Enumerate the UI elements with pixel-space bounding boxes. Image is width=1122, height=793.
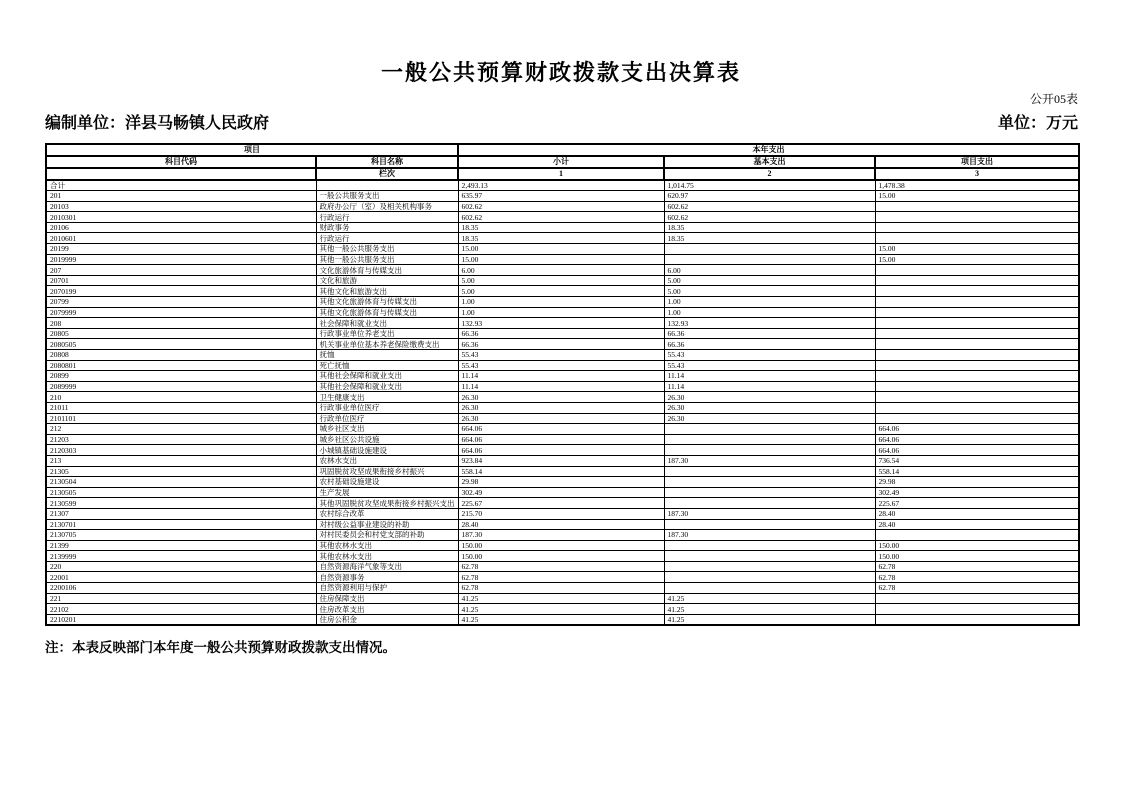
- cell-subtotal: 18.35: [458, 233, 664, 244]
- cell-basic: 26.30: [664, 402, 875, 413]
- cell-name: 农村基础设施建设: [316, 477, 458, 488]
- cell-subtotal: 11.14: [458, 381, 664, 392]
- cell-basic: [664, 540, 875, 551]
- table-row: [46, 307, 1079, 318]
- prepare-unit-label: 编制单位：洋县马畅镇人民政府: [45, 115, 270, 132]
- cell-name: 文化和旅游: [316, 275, 458, 286]
- cell-name: 机关事业单位基本养老保险缴费支出: [316, 339, 458, 350]
- cell-name: 住房改革支出: [316, 604, 458, 615]
- cell-project: 558.14: [875, 466, 1079, 477]
- cell-subtotal: 41.25: [458, 614, 664, 625]
- cell-basic: 26.30: [664, 413, 875, 424]
- header-name: 科目名称: [316, 156, 458, 168]
- cell-project: 150.00: [875, 540, 1079, 551]
- table-row: [46, 286, 1079, 297]
- cell-code: 2120303: [46, 445, 316, 456]
- cell-code: 2010301: [46, 212, 316, 223]
- table-row: [46, 551, 1079, 562]
- cell-basic: [664, 551, 875, 562]
- cell-subtotal: 664.06: [458, 434, 664, 445]
- cell-subtotal: 5.00: [458, 275, 664, 286]
- cell-code: 20899: [46, 371, 316, 382]
- cell-subtotal: 62.78: [458, 572, 664, 583]
- table-row: [46, 604, 1079, 615]
- cell-project: 62.78: [875, 561, 1079, 572]
- cell-basic: 66.36: [664, 328, 875, 339]
- cell-subtotal: 66.36: [458, 339, 664, 350]
- table-row: [46, 519, 1079, 530]
- header-blank-cell: [46, 168, 316, 180]
- cell-basic: 5.00: [664, 275, 875, 286]
- cell-code: 20805: [46, 328, 316, 339]
- header-subtotal: 小计: [458, 156, 664, 168]
- cell-subtotal: 664.06: [458, 445, 664, 456]
- table-row: [46, 445, 1079, 456]
- cell-code: 21399: [46, 540, 316, 551]
- table-row: [46, 583, 1079, 594]
- table-row: [46, 540, 1079, 551]
- cell-name: 行政运行: [316, 212, 458, 223]
- cell-code: 2139999: [46, 551, 316, 562]
- cell-subtotal: 26.30: [458, 402, 664, 413]
- cell-subtotal: 55.43: [458, 350, 664, 361]
- cell-code: 20799: [46, 297, 316, 308]
- cell-basic: 18.35: [664, 222, 875, 233]
- cell-project: 1,478.38: [875, 180, 1079, 191]
- cell-basic: 132.93: [664, 318, 875, 329]
- table-row: [46, 371, 1079, 382]
- cell-name: 其他巩固脱贫攻坚成果衔接乡村振兴支出: [316, 498, 458, 509]
- unit-label: 单位：万元: [997, 115, 1078, 132]
- cell-name: 抚恤: [316, 350, 458, 361]
- expenditure-table: [45, 143, 1080, 626]
- cell-subtotal: 41.25: [458, 604, 664, 615]
- cell-project: 225.67: [875, 498, 1079, 509]
- footer-note: 注：本表反映部门本年度一般公共预算财政拨款支出情况。: [45, 640, 396, 655]
- cell-name: 社会保障和就业支出: [316, 318, 458, 329]
- table-row: [46, 318, 1079, 329]
- cell-project: [875, 360, 1079, 371]
- header-colnum-3: 3: [875, 168, 1079, 180]
- cell-basic: 620.97: [664, 191, 875, 202]
- cell-name: 文化旅游体育与传媒支出: [316, 265, 458, 276]
- table-row: [46, 381, 1079, 392]
- cell-code: 2010601: [46, 233, 316, 244]
- cell-basic: [664, 498, 875, 509]
- table-row: [46, 339, 1079, 350]
- cell-name: 行政运行: [316, 233, 458, 244]
- table-row: [46, 477, 1079, 488]
- table-row: [46, 413, 1079, 424]
- cell-name: 自然资源事务: [316, 572, 458, 583]
- cell-basic: 41.25: [664, 604, 875, 615]
- cell-basic: 187.30: [664, 508, 875, 519]
- cell-basic: 1.00: [664, 297, 875, 308]
- table-row: [46, 212, 1079, 223]
- cell-project: [875, 222, 1079, 233]
- header-colnum-1: 1: [458, 168, 664, 180]
- cell-code: 2079999: [46, 307, 316, 318]
- cell-code: 2130701: [46, 519, 316, 530]
- cell-project: 29.98: [875, 477, 1079, 488]
- page-title: 一般公共预算财政拨款支出决算表: [380, 60, 741, 85]
- cell-project: [875, 286, 1079, 297]
- cell-project: 736.54: [875, 455, 1079, 466]
- cell-code: 2200106: [46, 583, 316, 594]
- cell-basic: [664, 477, 875, 488]
- table-row: [46, 201, 1079, 212]
- header-project: 项目支出: [875, 156, 1079, 168]
- cell-name: 小城镇基础设施建设: [316, 445, 458, 456]
- cell-subtotal: 1.00: [458, 307, 664, 318]
- cell-subtotal: 55.43: [458, 360, 664, 371]
- cell-code: 221: [46, 593, 316, 604]
- table-row: [46, 508, 1079, 519]
- cell-name: 其他一般公共服务支出: [316, 254, 458, 265]
- table-row: [46, 572, 1079, 583]
- table-header: [46, 144, 1079, 180]
- cell-subtotal: 62.78: [458, 561, 664, 572]
- cell-name: 对村级公益事业建设的补助: [316, 519, 458, 530]
- cell-code: 合计: [46, 180, 316, 191]
- table-row: [46, 402, 1079, 413]
- cell-name: 一般公共服务支出: [316, 191, 458, 202]
- table-row: [46, 466, 1079, 477]
- cell-project: [875, 530, 1079, 541]
- cell-project: 15.00: [875, 191, 1079, 202]
- cell-project: 664.06: [875, 434, 1079, 445]
- cell-basic: 41.25: [664, 614, 875, 625]
- cell-code: 208: [46, 318, 316, 329]
- cell-basic: 11.14: [664, 371, 875, 382]
- cell-name: 住房保障支出: [316, 593, 458, 604]
- cell-project: [875, 212, 1079, 223]
- cell-name: 自然资源海洋气象等支出: [316, 561, 458, 572]
- cell-subtotal: 15.00: [458, 244, 664, 255]
- cell-project: [875, 297, 1079, 308]
- cell-code: 2130599: [46, 498, 316, 509]
- table-row: [46, 275, 1079, 286]
- cell-code: 21307: [46, 508, 316, 519]
- cell-project: [875, 307, 1079, 318]
- cell-name: 农村综合改革: [316, 508, 458, 519]
- header-basic: 基本支出: [664, 156, 875, 168]
- cell-project: 28.40: [875, 519, 1079, 530]
- cell-code: 207: [46, 265, 316, 276]
- cell-name: 其他文化和旅游支出: [316, 286, 458, 297]
- table-row: [46, 392, 1079, 403]
- cell-project: [875, 392, 1079, 403]
- cell-project: [875, 402, 1079, 413]
- cell-subtotal: 602.62: [458, 212, 664, 223]
- table-row: [46, 222, 1079, 233]
- cell-subtotal: 132.93: [458, 318, 664, 329]
- cell-subtotal: 1.00: [458, 297, 664, 308]
- header-row-columns: [46, 156, 1079, 168]
- table-row: [46, 328, 1079, 339]
- cell-subtotal: 187.30: [458, 530, 664, 541]
- table-row: [46, 487, 1079, 498]
- cell-basic: 55.43: [664, 360, 875, 371]
- cell-name: 财政事务: [316, 222, 458, 233]
- cell-code: 21305: [46, 466, 316, 477]
- table-row: [46, 191, 1079, 202]
- cell-basic: 18.35: [664, 233, 875, 244]
- cell-code: 213: [46, 455, 316, 466]
- cell-basic: [664, 466, 875, 477]
- table-row: [46, 254, 1079, 265]
- table-row: [46, 360, 1079, 371]
- cell-code: 2130505: [46, 487, 316, 498]
- table-row: [46, 455, 1079, 466]
- cell-code: 22001: [46, 572, 316, 583]
- cell-basic: [664, 487, 875, 498]
- cell-name: 生产发展: [316, 487, 458, 498]
- cell-subtotal: 558.14: [458, 466, 664, 477]
- cell-name: 农林水支出: [316, 455, 458, 466]
- cell-code: 2130705: [46, 530, 316, 541]
- cell-basic: 5.00: [664, 286, 875, 297]
- cell-basic: 66.36: [664, 339, 875, 350]
- cell-code: 20103: [46, 201, 316, 212]
- cell-subtotal: 29.98: [458, 477, 664, 488]
- cell-subtotal: 6.00: [458, 265, 664, 276]
- cell-subtotal: 18.35: [458, 222, 664, 233]
- cell-subtotal: 923.84: [458, 455, 664, 466]
- cell-basic: 602.62: [664, 201, 875, 212]
- cell-code: 201: [46, 191, 316, 202]
- cell-project: 62.78: [875, 572, 1079, 583]
- cell-project: 664.06: [875, 424, 1079, 435]
- table-row: [46, 530, 1079, 541]
- cell-project: [875, 328, 1079, 339]
- cell-subtotal: 26.30: [458, 392, 664, 403]
- cell-project: [875, 265, 1079, 276]
- cell-basic: [664, 561, 875, 572]
- cell-name: 其他文化旅游体育与传媒支出: [316, 307, 458, 318]
- cell-name: [316, 180, 458, 191]
- cell-code: 21011: [46, 402, 316, 413]
- table-row: [46, 297, 1079, 308]
- cell-project: [875, 318, 1079, 329]
- cell-project: 664.06: [875, 445, 1079, 456]
- cell-basic: 187.30: [664, 530, 875, 541]
- cell-code: 20808: [46, 350, 316, 361]
- cell-code: 2070199: [46, 286, 316, 297]
- cell-project: [875, 339, 1079, 350]
- cell-project: [875, 381, 1079, 392]
- cell-name: 其他社会保障和就业支出: [316, 371, 458, 382]
- cell-subtotal: 635.97: [458, 191, 664, 202]
- cell-project: [875, 201, 1079, 212]
- cell-subtotal: 664.06: [458, 424, 664, 435]
- cell-basic: [664, 519, 875, 530]
- cell-name: 住房公积金: [316, 614, 458, 625]
- cell-code: 2130504: [46, 477, 316, 488]
- table-row: [46, 593, 1079, 604]
- header-column-label: 栏次: [316, 168, 458, 180]
- cell-code: 210: [46, 392, 316, 403]
- table-row: [46, 180, 1079, 191]
- cell-project: 150.00: [875, 551, 1079, 562]
- cell-basic: [664, 583, 875, 594]
- cell-code: 20701: [46, 275, 316, 286]
- cell-project: 28.40: [875, 508, 1079, 519]
- table-row: [46, 614, 1079, 625]
- header-current-year-group: 本年支出: [458, 144, 1079, 156]
- cell-basic: 11.14: [664, 381, 875, 392]
- cell-subtotal: 41.25: [458, 593, 664, 604]
- header-row-groups: [46, 144, 1079, 156]
- cell-subtotal: 66.36: [458, 328, 664, 339]
- cell-subtotal: 602.62: [458, 201, 664, 212]
- cell-subtotal: 15.00: [458, 254, 664, 265]
- cell-name: 对村民委员会和村党支部的补助: [316, 530, 458, 541]
- cell-name: 行政事业单位医疗: [316, 402, 458, 413]
- table-row: [46, 561, 1079, 572]
- table-row: [46, 434, 1079, 445]
- cell-subtotal: 26.30: [458, 413, 664, 424]
- cell-subtotal: 150.00: [458, 551, 664, 562]
- table-row: [46, 350, 1079, 361]
- cell-project: [875, 604, 1079, 615]
- cell-code: 20106: [46, 222, 316, 233]
- cell-basic: 26.30: [664, 392, 875, 403]
- cell-project: 62.78: [875, 583, 1079, 594]
- cell-code: 212: [46, 424, 316, 435]
- header-project-group: 项目: [46, 144, 458, 156]
- cell-name: 巩固脱贫攻坚成果衔接乡村振兴: [316, 466, 458, 477]
- cell-name: 政府办公厅（室）及相关机构事务: [316, 201, 458, 212]
- header-row-numbers: [46, 168, 1079, 180]
- cell-project: 15.00: [875, 254, 1079, 265]
- cell-project: 302.49: [875, 487, 1079, 498]
- cell-basic: 602.62: [664, 212, 875, 223]
- cell-project: [875, 233, 1079, 244]
- cell-name: 死亡抚恤: [316, 360, 458, 371]
- cell-basic: [664, 254, 875, 265]
- cell-subtotal: 215.70: [458, 508, 664, 519]
- cell-project: [875, 371, 1079, 382]
- cell-name: 卫生健康支出: [316, 392, 458, 403]
- cell-code: 2210201: [46, 614, 316, 625]
- cell-basic: [664, 244, 875, 255]
- table-row: [46, 265, 1079, 276]
- cell-name: 自然资源利用与保护: [316, 583, 458, 594]
- cell-subtotal: 2,493.13: [458, 180, 664, 191]
- cell-basic: [664, 445, 875, 456]
- cell-project: [875, 413, 1079, 424]
- cell-name: 城乡社区支出: [316, 424, 458, 435]
- cell-basic: 6.00: [664, 265, 875, 276]
- cell-project: [875, 593, 1079, 604]
- cell-basic: 187.30: [664, 455, 875, 466]
- cell-name: 城乡社区公共设施: [316, 434, 458, 445]
- cell-name: 行政单位医疗: [316, 413, 458, 424]
- cell-project: 15.00: [875, 244, 1079, 255]
- table-row: [46, 244, 1079, 255]
- cell-basic: 1.00: [664, 307, 875, 318]
- cell-subtotal: 28.40: [458, 519, 664, 530]
- cell-code: 22102: [46, 604, 316, 615]
- table-row: [46, 498, 1079, 509]
- cell-subtotal: 302.49: [458, 487, 664, 498]
- cell-code: 21203: [46, 434, 316, 445]
- table-code-label: 公开05表: [1029, 92, 1078, 106]
- cell-basic: [664, 434, 875, 445]
- cell-project: [875, 275, 1079, 286]
- cell-subtotal: 11.14: [458, 371, 664, 382]
- table-body: [46, 180, 1079, 625]
- cell-name: 其他文化旅游体育与传媒支出: [316, 297, 458, 308]
- cell-subtotal: 150.00: [458, 540, 664, 551]
- cell-code: 2019999: [46, 254, 316, 265]
- cell-code: 220: [46, 561, 316, 572]
- cell-name: 其他农林水支出: [316, 551, 458, 562]
- cell-basic: 55.43: [664, 350, 875, 361]
- cell-name: 其他社会保障和就业支出: [316, 381, 458, 392]
- cell-basic: [664, 424, 875, 435]
- cell-basic: 1,014.75: [664, 180, 875, 191]
- header-code: 科目代码: [46, 156, 316, 168]
- cell-subtotal: 225.67: [458, 498, 664, 509]
- header-colnum-2: 2: [664, 168, 875, 180]
- cell-project: [875, 350, 1079, 361]
- cell-subtotal: 5.00: [458, 286, 664, 297]
- cell-code: 20199: [46, 244, 316, 255]
- cell-code: 2089999: [46, 381, 316, 392]
- cell-basic: [664, 572, 875, 583]
- cell-code: 2080801: [46, 360, 316, 371]
- cell-name: 其他农林水支出: [316, 540, 458, 551]
- subheader-row: [45, 110, 1078, 133]
- cell-code: 2101101: [46, 413, 316, 424]
- cell-code: 2080505: [46, 339, 316, 350]
- cell-basic: 41.25: [664, 593, 875, 604]
- cell-name: 行政事业单位养老支出: [316, 328, 458, 339]
- cell-project: [875, 614, 1079, 625]
- cell-name: 其他一般公共服务支出: [316, 244, 458, 255]
- table-row: [46, 424, 1079, 435]
- table-row: [46, 233, 1079, 244]
- cell-subtotal: 62.78: [458, 583, 664, 594]
